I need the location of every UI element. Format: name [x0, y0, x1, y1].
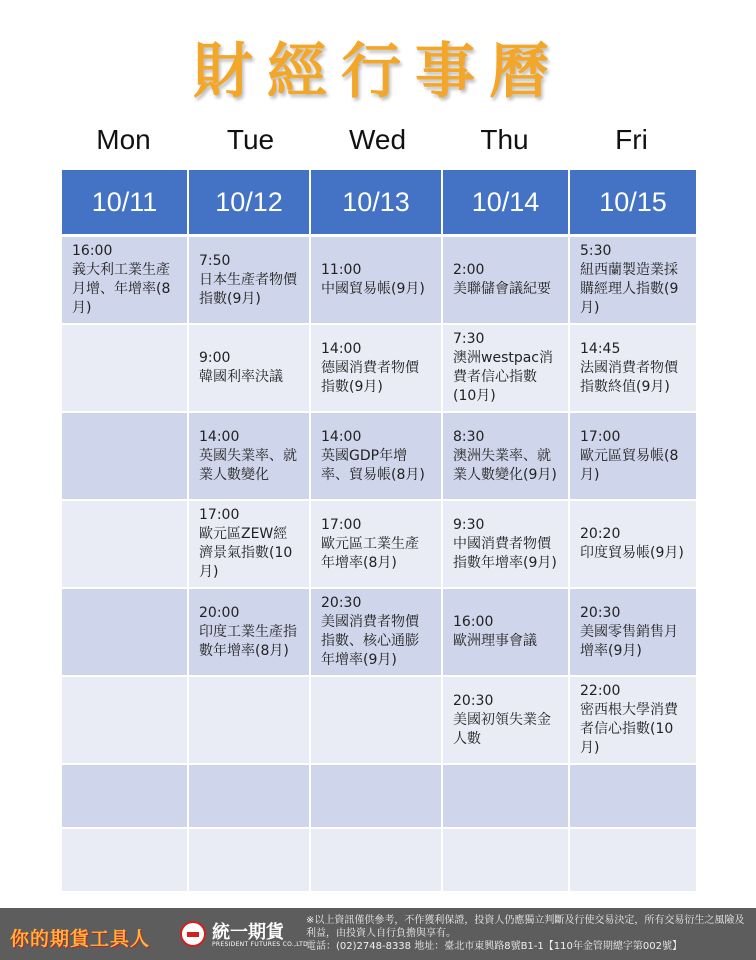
event-cell	[61, 236, 188, 325]
event-name: 美國初領失業金人數	[453, 711, 551, 747]
company-name: 統一期貨	[212, 922, 284, 943]
event-time: 16:00	[72, 243, 113, 259]
event-name: 密西根大學消費者信心指數(10月)	[580, 702, 678, 756]
date-cell: 10/14	[442, 169, 569, 236]
weekday-thu: Thu	[480, 124, 529, 155]
event-time: 14:00	[321, 428, 362, 445]
event-cell	[569, 828, 697, 892]
event-cell	[569, 764, 697, 828]
event-cell	[310, 828, 442, 892]
calendar-row	[61, 764, 697, 828]
calendar-row	[61, 236, 697, 325]
event-cell	[442, 500, 569, 588]
event-time: 14:00	[199, 428, 240, 445]
event-name: 英國失業率、就業人數變化	[199, 447, 297, 483]
event-time: 16:00	[453, 614, 494, 630]
event-cell	[442, 676, 569, 764]
event-name: 歐元區ZEW經濟景氣指數(10月)	[199, 526, 293, 580]
event-time: 11:00	[321, 262, 362, 278]
weekday-fri: Fri	[615, 124, 648, 155]
date-header-row	[61, 169, 697, 236]
date-cell: 10/12	[188, 169, 310, 236]
event-name: 印度工業生產指數年增率(8月)	[199, 623, 297, 659]
event-cell	[310, 324, 442, 412]
company-name-en: PRESIDENT FUTURES CO.,LTD	[212, 941, 308, 948]
event-cell	[188, 500, 310, 588]
event-time: 7:30	[453, 331, 485, 347]
event-name: 中國貿易帳(9月)	[321, 281, 425, 297]
date-cell: 10/15	[569, 169, 697, 236]
event-name: 韓國利率決議	[199, 369, 283, 385]
event-cell	[569, 412, 697, 500]
event-name: 歐洲理事會議	[453, 633, 537, 649]
event-cell	[569, 676, 697, 764]
calendar-row	[61, 588, 697, 676]
calendar-row	[61, 324, 697, 412]
event-cell	[188, 764, 310, 828]
event-name: 歐元區貿易帳(8月)	[580, 447, 679, 483]
date-cell: 10/13	[310, 169, 442, 236]
event-time: 9:30	[453, 516, 485, 533]
event-cell	[310, 412, 442, 500]
event-cell	[442, 764, 569, 828]
event-time: 5:30	[580, 243, 612, 259]
event-time: 14:00	[321, 340, 362, 357]
event-time: 20:20	[580, 526, 621, 542]
event-name: 中國消費者物價指數年增率(9月)	[453, 535, 557, 571]
event-time: 17:00	[580, 428, 621, 445]
event-cell	[61, 828, 188, 892]
weekday-tue: Tue	[226, 124, 275, 155]
event-cell	[61, 676, 188, 764]
event-cell	[569, 588, 697, 676]
event-cell	[61, 588, 188, 676]
disclaimer-text: ※以上資訊僅供參考，不作獲利保證，投資人仍應獨立判斷及行使交易決定，所有交易衍生之風險及利益，由投資人自行負擔與享有。	[306, 915, 745, 939]
event-name: 歐元區工業生產年增率(8月)	[321, 535, 419, 571]
event-cell	[188, 324, 310, 412]
event-time: 14:45	[580, 340, 621, 357]
company-logo-icon	[180, 921, 206, 947]
date-cell: 10/11	[61, 169, 188, 236]
event-name: 美聯儲會議紀要	[453, 281, 551, 297]
event-cell	[188, 236, 310, 325]
event-time: 17:00	[199, 507, 240, 523]
calendar-row	[61, 412, 697, 500]
event-time: 20:30	[453, 692, 494, 709]
event-name: 美國消費者物價指數、核心通膨年增率(9月)	[321, 614, 419, 668]
event-time: 2:00	[453, 262, 485, 278]
event-time: 20:30	[580, 604, 621, 621]
weekday-wed: Wed	[348, 124, 407, 155]
disclaimer	[306, 914, 750, 953]
event-cell	[61, 764, 188, 828]
event-name: 義大利工業生產月增、年增率(8月)	[72, 262, 171, 316]
event-cell	[310, 500, 442, 588]
calendar-body	[61, 236, 697, 893]
event-time: 20:00	[199, 604, 240, 621]
calendar-row	[61, 676, 697, 764]
event-name: 德國消費者物價指數(9月)	[321, 359, 419, 395]
event-cell	[188, 676, 310, 764]
event-cell	[61, 500, 188, 588]
event-cell	[569, 500, 697, 588]
contact-text: 電話：(02)2748-8338 地址：臺北市東興路8號B1-1【110年金管期總字第002號】	[306, 941, 682, 952]
event-name: 印度貿易帳(9月)	[580, 545, 684, 561]
event-name: 澳洲westpac消費者信心指數(10月)	[453, 350, 554, 404]
event-cell	[569, 324, 697, 412]
event-cell	[188, 588, 310, 676]
event-cell	[442, 828, 569, 892]
event-name: 紐西蘭製造業採購經理人指數(9月)	[580, 262, 679, 316]
event-time: 17:00	[321, 516, 362, 533]
event-name: 日本生產者物價指數(9月)	[199, 271, 297, 307]
weekday-mon: Mon	[96, 124, 151, 155]
event-cell	[188, 412, 310, 500]
event-time: 9:00	[199, 350, 231, 366]
event-cell	[61, 324, 188, 412]
page-title: 財經行事曆	[193, 37, 563, 107]
slogan: 你的期貨工具人	[10, 928, 151, 950]
event-name: 英國GDP年增率、貿易帳(8月)	[321, 447, 425, 483]
event-cell	[442, 412, 569, 500]
event-cell	[310, 764, 442, 828]
event-name: 澳洲失業率、就業人數變化(9月)	[453, 447, 557, 483]
event-cell	[310, 676, 442, 764]
event-cell	[61, 412, 188, 500]
event-name: 法國消費者物價指數終值(9月)	[580, 359, 678, 395]
event-time: 7:50	[199, 252, 231, 269]
calendar-row	[61, 500, 697, 588]
calendar-table	[60, 168, 698, 893]
event-cell	[569, 236, 697, 325]
footer-bar	[0, 908, 756, 960]
event-time: 20:30	[321, 595, 362, 611]
event-cell	[310, 588, 442, 676]
calendar-row	[61, 828, 697, 892]
event-name: 美國零售銷售月增率(9月)	[580, 623, 678, 659]
event-cell	[442, 324, 569, 412]
event-cell	[442, 236, 569, 325]
event-time: 8:30	[453, 428, 485, 445]
event-cell	[310, 236, 442, 325]
weekday-header	[60, 120, 696, 160]
event-time: 22:00	[580, 683, 621, 699]
event-cell	[442, 588, 569, 676]
event-cell	[188, 828, 310, 892]
